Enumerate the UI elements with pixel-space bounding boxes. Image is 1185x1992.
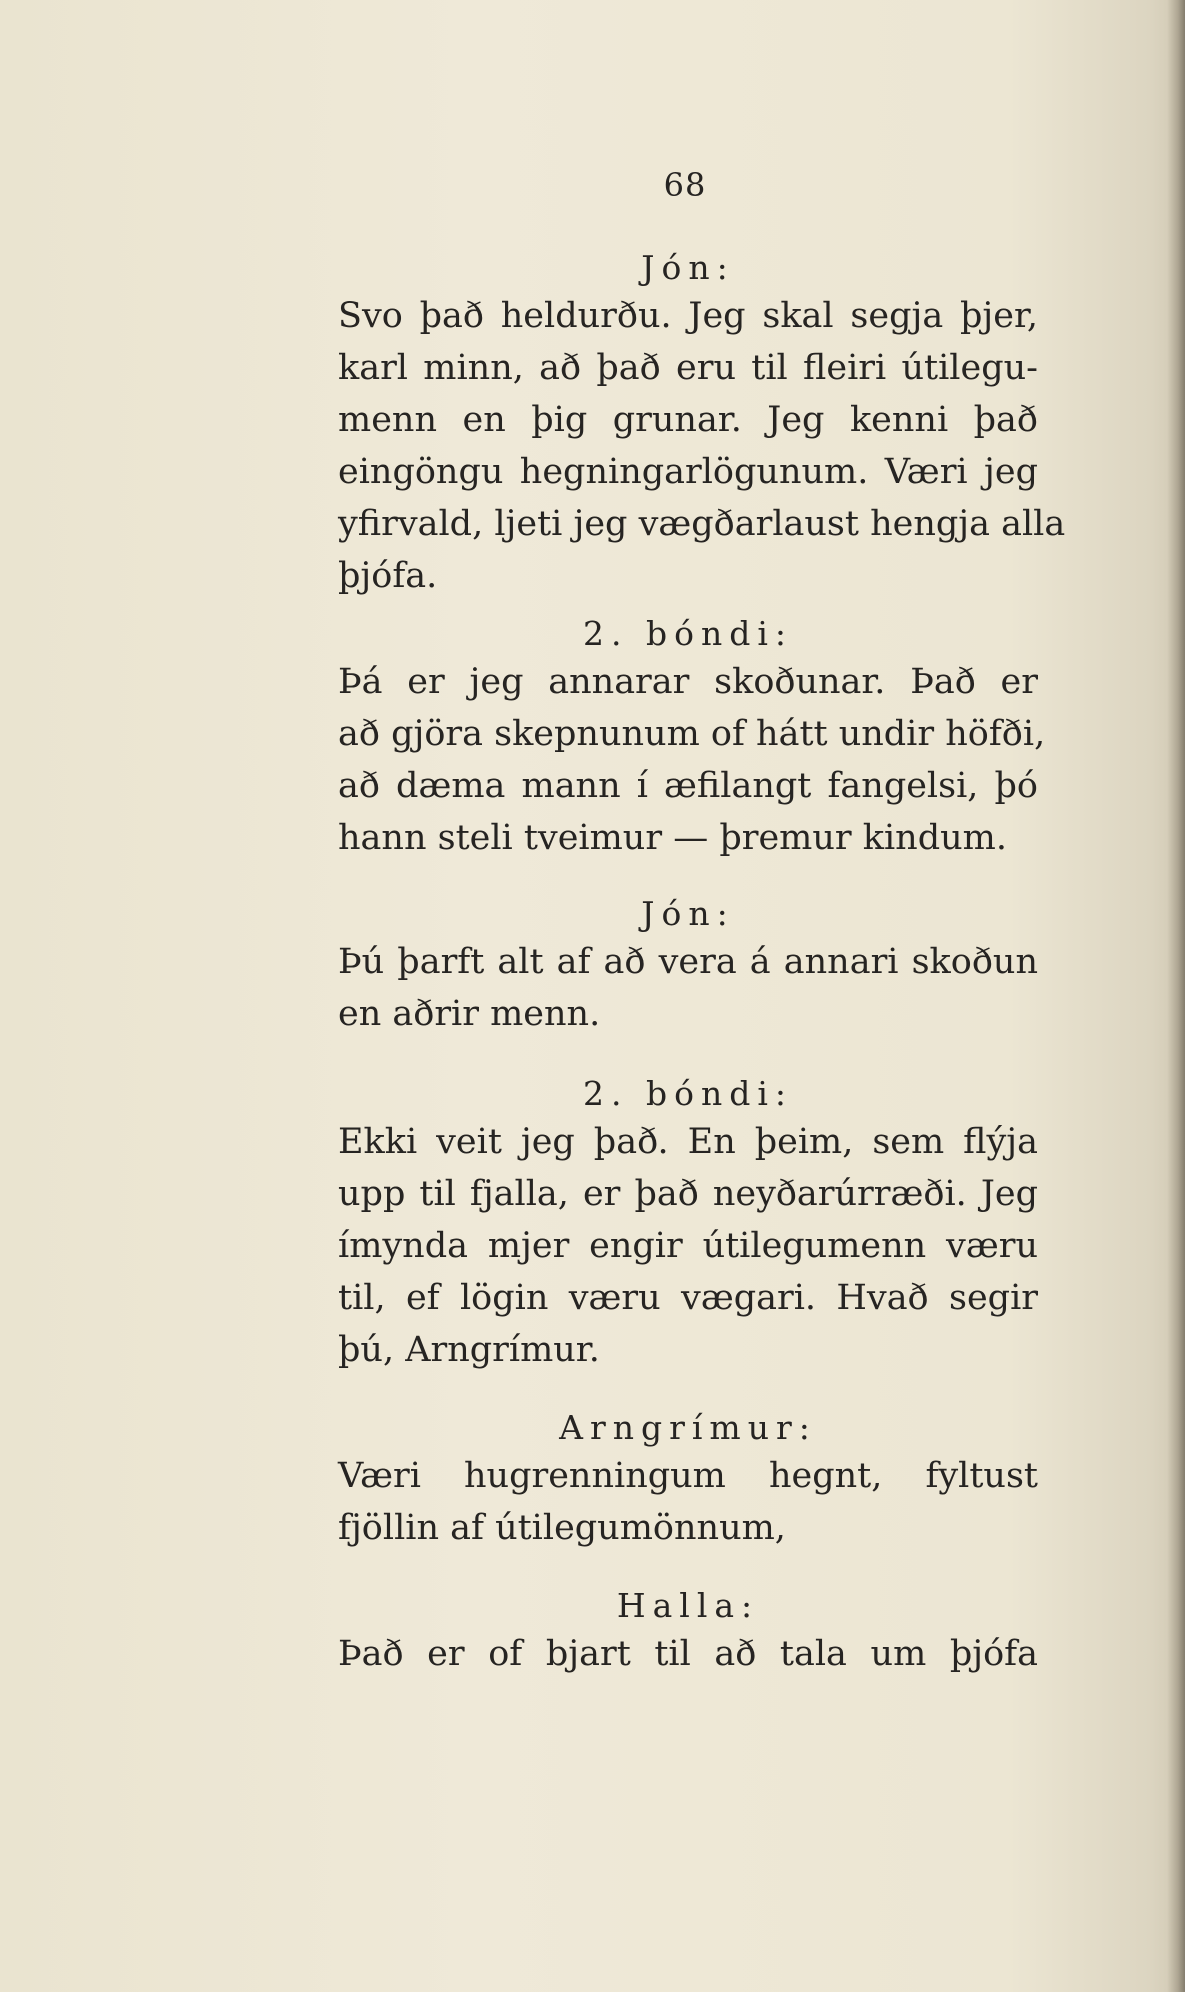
text-line: ímynda mjer engir útilegumenn væru xyxy=(338,1226,1038,1266)
text-line: Þá er jeg annarar skoðunar. Það er xyxy=(338,662,1038,702)
text-line: menn en þig grunar. Jeg kenni það xyxy=(338,400,1038,440)
speaker-name: Jón: xyxy=(641,894,735,933)
speaker-name: 2. bóndi: xyxy=(582,1074,794,1113)
text-line: fjöllin af útilegumönnum, xyxy=(338,1508,786,1548)
text-line: en aðrir menn. xyxy=(338,994,601,1034)
page-number: 68 xyxy=(663,166,707,204)
text-line: yfirvald, ljeti jeg vægðarlaust hengja alla xyxy=(338,504,1066,544)
text-line: Það er of bjart til að tala um þjófa xyxy=(338,1634,1038,1674)
text-line: Þú þarft alt af að vera á annari skoðun xyxy=(338,942,1038,982)
speaker-name: 2. bóndi: xyxy=(582,614,794,653)
speaker-name: Arngrímur: xyxy=(559,1408,817,1447)
text-line: eingöngu hegningarlögunum. Væri jeg xyxy=(338,452,1038,492)
text-line: Svo það heldurðu. Jeg skal segja þjer, xyxy=(338,296,1038,336)
dialogue-block-jon-1 xyxy=(338,246,1066,602)
text-line: hann steli tveimur — þremur kindum. xyxy=(338,818,1007,858)
text-line: að gjöra skepnunum of hátt undir höfði, xyxy=(338,714,1046,754)
text-line: þjófa. xyxy=(338,556,438,596)
text-line: að dæma mann í æfilangt fangelsi, þó xyxy=(338,766,1038,806)
dialogue-block-jon-2 xyxy=(338,892,1038,1040)
dialogue-block-halla xyxy=(338,1584,1038,1680)
text-line: karl minn, að það eru til fleiri útilegu- xyxy=(338,348,1038,388)
speaker-name: Halla: xyxy=(616,1586,760,1625)
speaker-name: Jón: xyxy=(641,248,735,287)
text-line: Ekki veit jeg það. En þeim, sem flýja xyxy=(338,1122,1038,1162)
text-line: til, ef lögin væru vægari. Hvað segir xyxy=(338,1278,1038,1318)
page-edge-shadow xyxy=(1167,0,1185,1992)
dialogue-block-bondi-1 xyxy=(338,612,1046,864)
text-line: Væri hugrenningum hegnt, fyltust xyxy=(338,1456,1038,1496)
dialogue-block-bondi-2 xyxy=(338,1072,1038,1376)
dialogue-block-arngrimur xyxy=(338,1406,1038,1554)
text-line: þú, Arngrímur. xyxy=(338,1330,600,1370)
text-line: upp til fjalla, er það neyðarúrræði. Jeg xyxy=(338,1174,1038,1214)
